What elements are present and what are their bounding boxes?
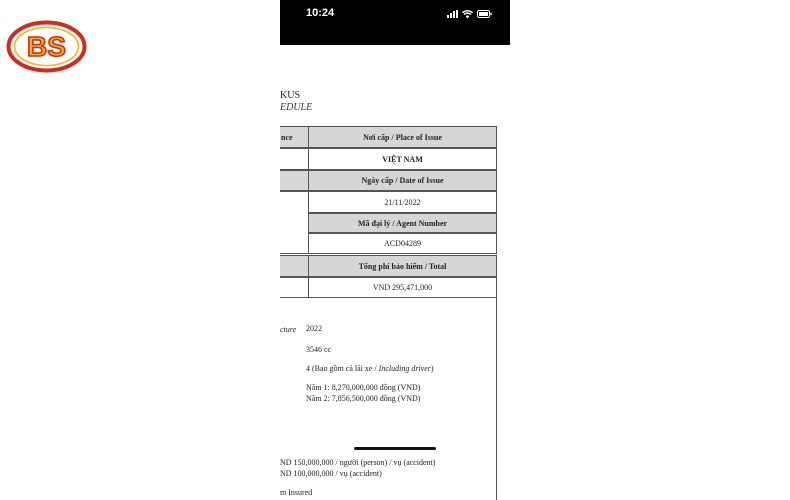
manufacture-label: cture (280, 325, 297, 334)
home-indicator[interactable] (354, 447, 436, 450)
logo-text: BS (27, 31, 66, 62)
liability-per-person: ND 150,000,000 / người (person) / vụ (accident) (280, 458, 436, 467)
engine-capacity: 3546 cc (306, 345, 332, 354)
table-left-cell (280, 170, 308, 191)
status-bar (280, 0, 510, 45)
manufacture-year: 2022 (306, 324, 322, 333)
sum-insured-label: m Insured (280, 488, 313, 497)
document-header (280, 90, 312, 114)
total-premium-value: VND 295,471,000 (308, 277, 497, 298)
date-of-issue-label: Ngày cấp / Date of Issue (308, 170, 497, 191)
table-left-cell (280, 255, 308, 277)
signal-icon (447, 10, 458, 18)
system-icons (447, 9, 492, 19)
date-of-issue-value: 21/11/2022 (308, 191, 497, 213)
battery-icon (477, 10, 492, 18)
liability-per-accident: ND 100,000,000 / vụ (accident) (280, 469, 382, 478)
document-heading: KUS (280, 90, 301, 101)
place-of-issue-value: VIỆT NAM (308, 148, 497, 170)
agent-number-value: ACD04289 (308, 233, 497, 254)
bs-logo (6, 19, 87, 74)
table-left-cell (280, 277, 308, 298)
value-year-2: Năm 2: 7,856,500,000 đồng (VND) (306, 394, 421, 403)
page-border (496, 297, 497, 500)
document-view[interactable] (280, 45, 510, 500)
wifi-icon (462, 10, 473, 19)
status-time: 10:24 (306, 7, 335, 19)
document-subheading: EDULE (280, 102, 313, 113)
table-left-cell: nce (280, 126, 308, 148)
place-of-issue-label: Nơi cấp / Place of Issue (308, 126, 497, 148)
seating-capacity: 4 (Bao gồm cả lái xe / Including driver) (306, 364, 434, 373)
total-premium-label: Tổng phí bảo hiểm / Total (308, 255, 497, 277)
table-left-cell (280, 148, 308, 170)
value-year-1: Năm 1: 8,270,000,000 đồng (VND) (306, 383, 421, 392)
table-left-cell (280, 191, 308, 254)
phone-screen (280, 0, 510, 500)
agent-number-label: Mã đại lý / Agent Number (308, 213, 497, 233)
